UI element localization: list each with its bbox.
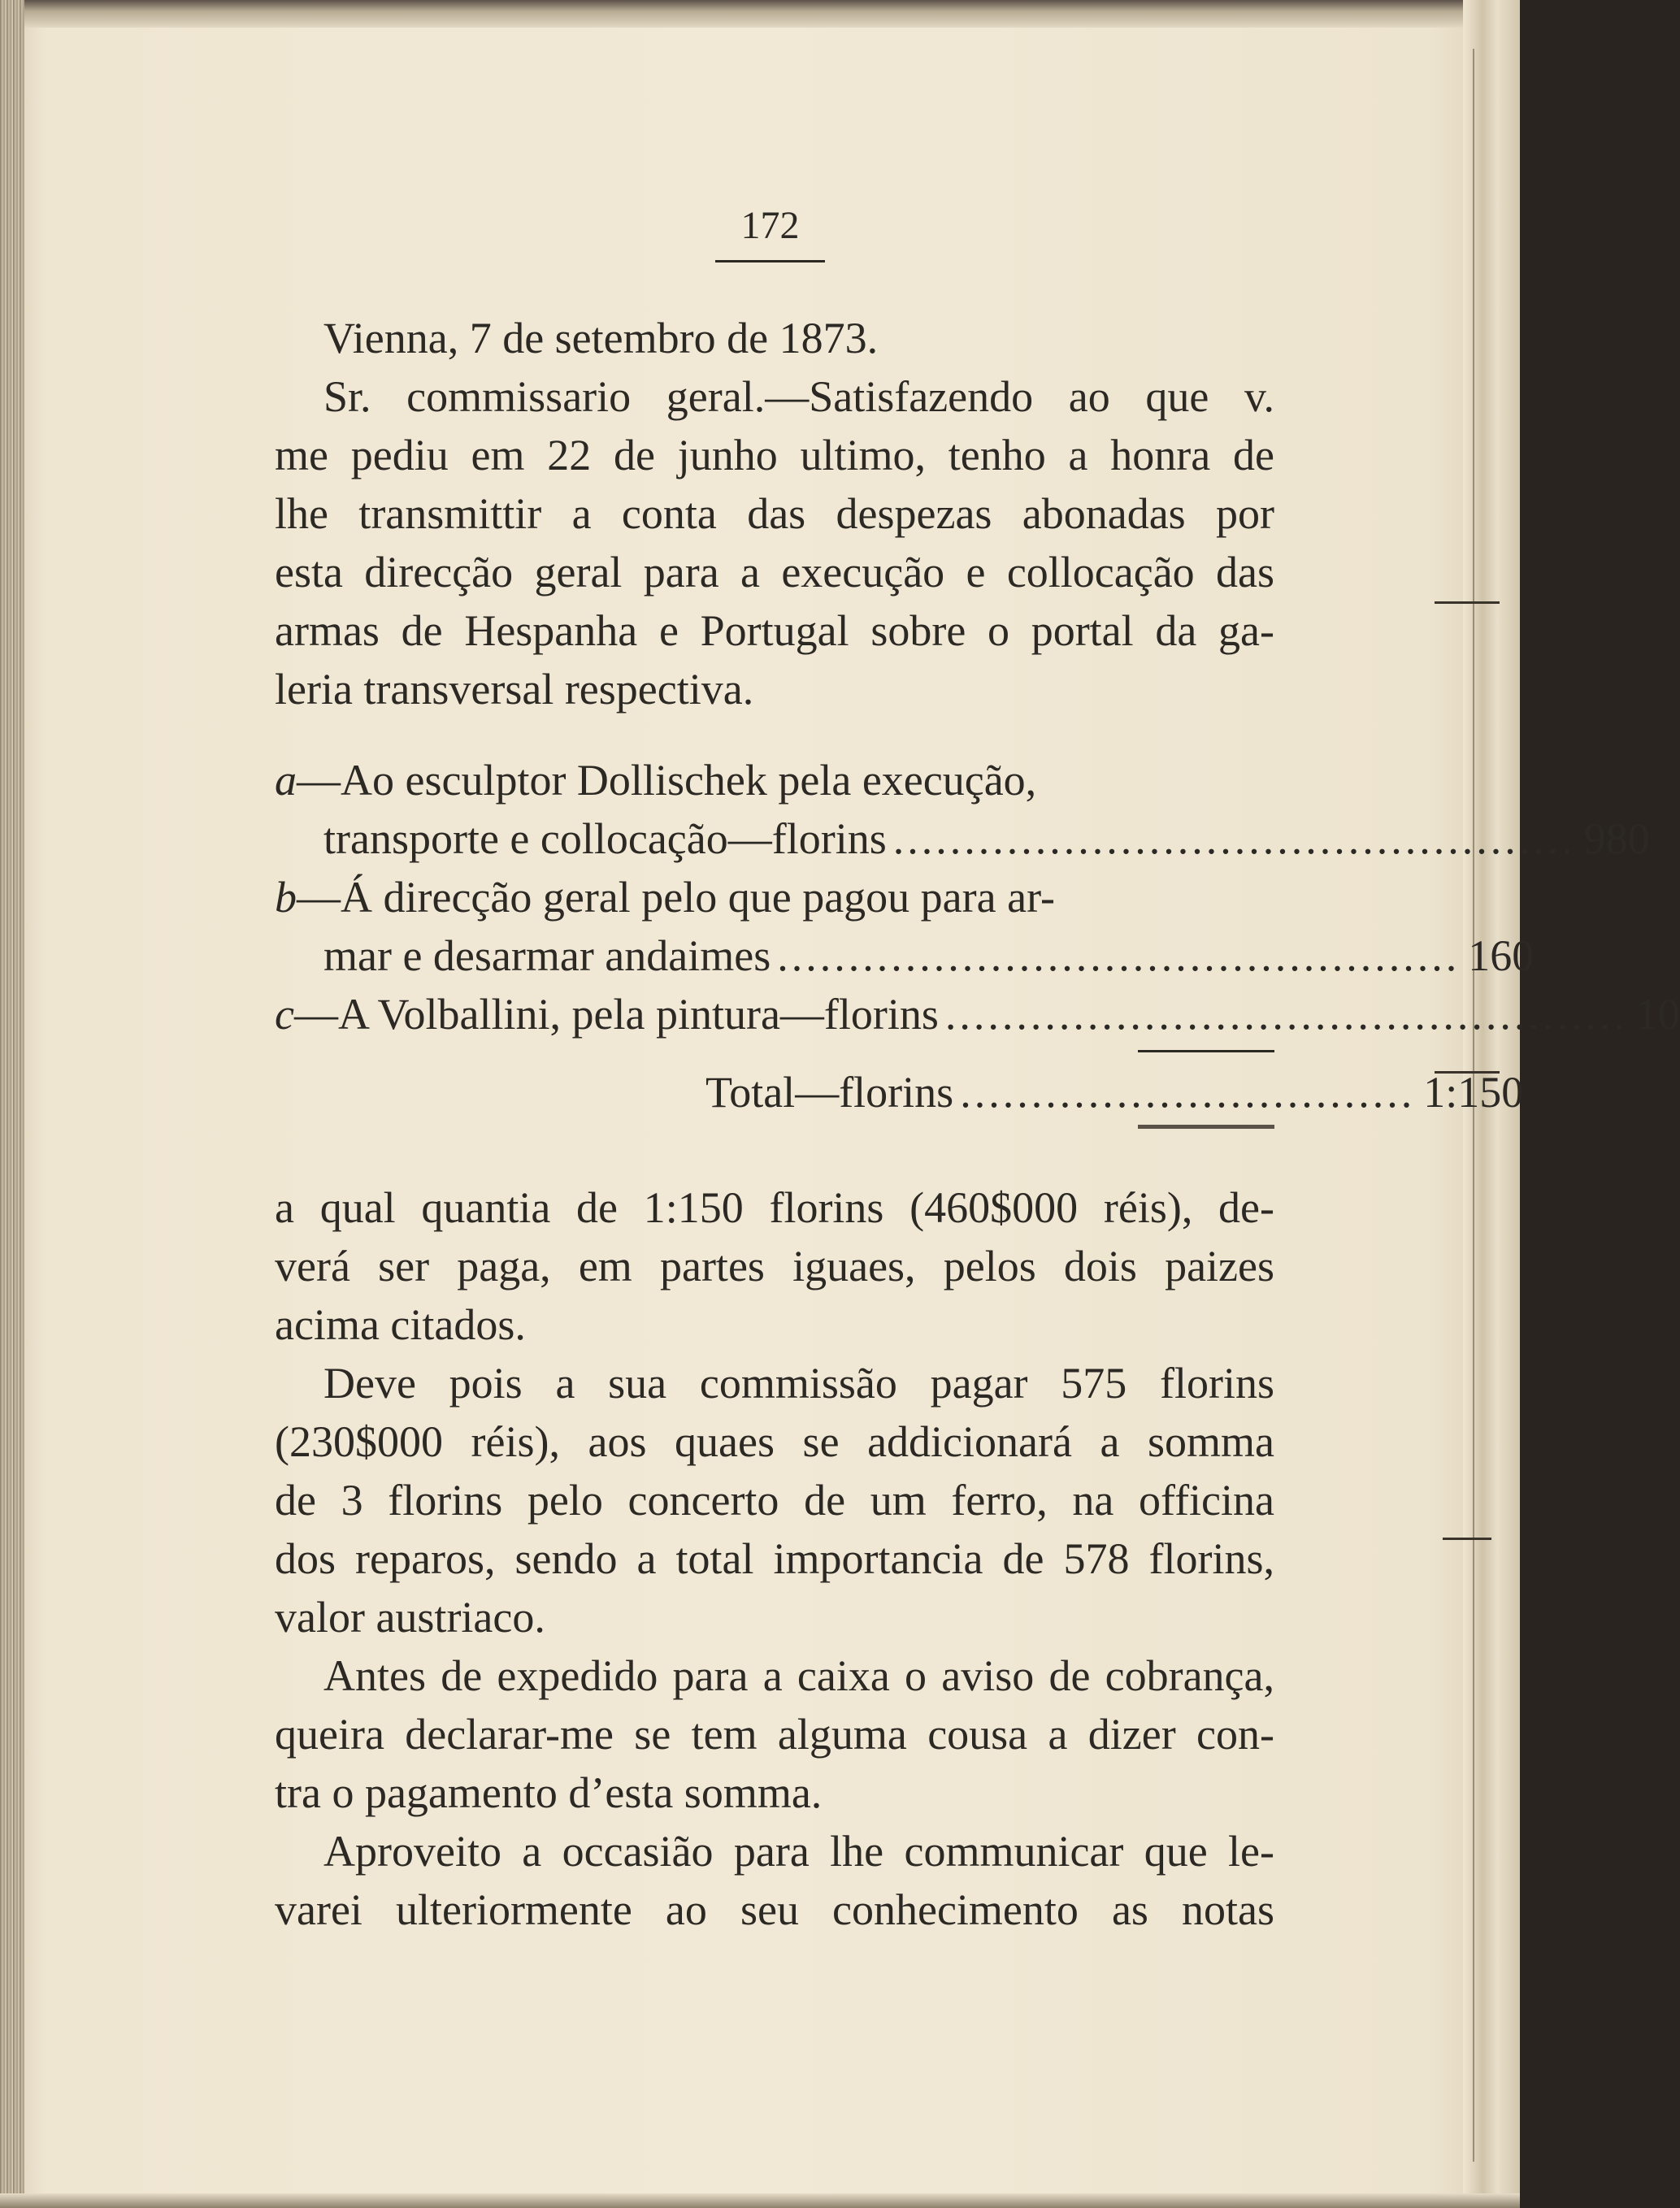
total-label: Total—florins [705,1068,954,1117]
para3-line: de 3 florins pelo concerto de um ferro, na officina [275,1476,1274,1525]
para1-line: esta direcção geral para a execução e collocação das [275,548,1274,596]
leader-dots: ................................................ [944,990,1628,1039]
item-amount: 980 [1583,814,1650,863]
para3-line: (230$000 réis), aos quaes se addicionará a somma [275,1417,1274,1466]
para5-line: varei ulteriormente ao seu conhecimento as notas [275,1885,1274,1934]
total-amount: 1:150 [1423,1068,1524,1117]
item-text: —Á direcção geral pelo que pagou para ar- [297,873,1055,922]
para5-line: Aproveito a occasião para lhe communicar que le- [323,1827,1274,1876]
para2-line: verá ser paga, em partes iguaes, pelos dois paizes [275,1242,1274,1291]
sum-rule [1138,1050,1274,1052]
leader-dots: ................................................ [777,931,1461,980]
item-a-amount-row [323,809,1650,868]
para2-line: acima citados. [275,1300,526,1349]
item-a-line [275,751,1036,809]
item-letter: b [275,873,297,922]
leader-dots: ................................................ [892,814,1576,863]
para1-line: lhe transmittir a conta das despezas abonadas por [275,489,1274,538]
item-text: —A Volballini, pela pintura—florins [293,990,939,1039]
item-text: —Ao esculptor Dollischek pela execução, [297,756,1037,805]
para1-line: Sr. commissario geral.—Satisfazendo ao que v. [323,372,1274,421]
leader-dots: ................................ [960,1068,1416,1117]
total-rule [1138,1125,1274,1129]
item-amount: 10 [1635,990,1680,1039]
bottom-edge [0,2193,1520,2208]
item-text: mar e desarmar andaimes [323,931,771,980]
total-row [705,1063,1524,1121]
para4-line: tra o pagamento d’esta somma. [275,1768,823,1817]
para1-line: armas de Hespanha e Portugal sobre o portal da ga- [275,606,1274,655]
page-number: 172 [740,204,800,247]
para4-line: queira declarar-me se tem alguma cousa a dizer con- [275,1710,1274,1759]
item-text: transporte e collocação—florins [323,814,887,863]
para3-line: valor austriaco. [275,1593,545,1642]
para3-line: Deve pois a sua commissão pagar 575 florins [323,1359,1274,1408]
page-marker [1435,601,1500,604]
item-letter: c [275,990,294,1039]
item-amount: 160 [1468,931,1535,980]
para2-line: a qual quantia de 1:150 florins (460$000 réis), de- [275,1183,1274,1232]
para1-line: me pediu em 22 de junho ultimo, tenho a honra de [275,431,1274,479]
binding-edge [0,0,24,2208]
item-b-amount-row [323,926,1535,985]
para3-line: dos reparos, sendo a total importancia de 578 florins, [275,1534,1274,1583]
dateline: Vienna, 7 de setembro de 1873. [323,314,879,362]
para1-line: leria transversal respectiva. [275,665,754,714]
top-edge [0,0,1520,28]
page-number-rule [715,260,825,262]
page-marker [1443,1538,1491,1540]
para4-line: Antes de expedido para a caixa o aviso de cobrança, [323,1651,1274,1700]
item-text [275,985,939,1043]
item-c-row [275,985,1680,1043]
item-letter: a [275,756,297,805]
item-b-line [275,868,1055,926]
